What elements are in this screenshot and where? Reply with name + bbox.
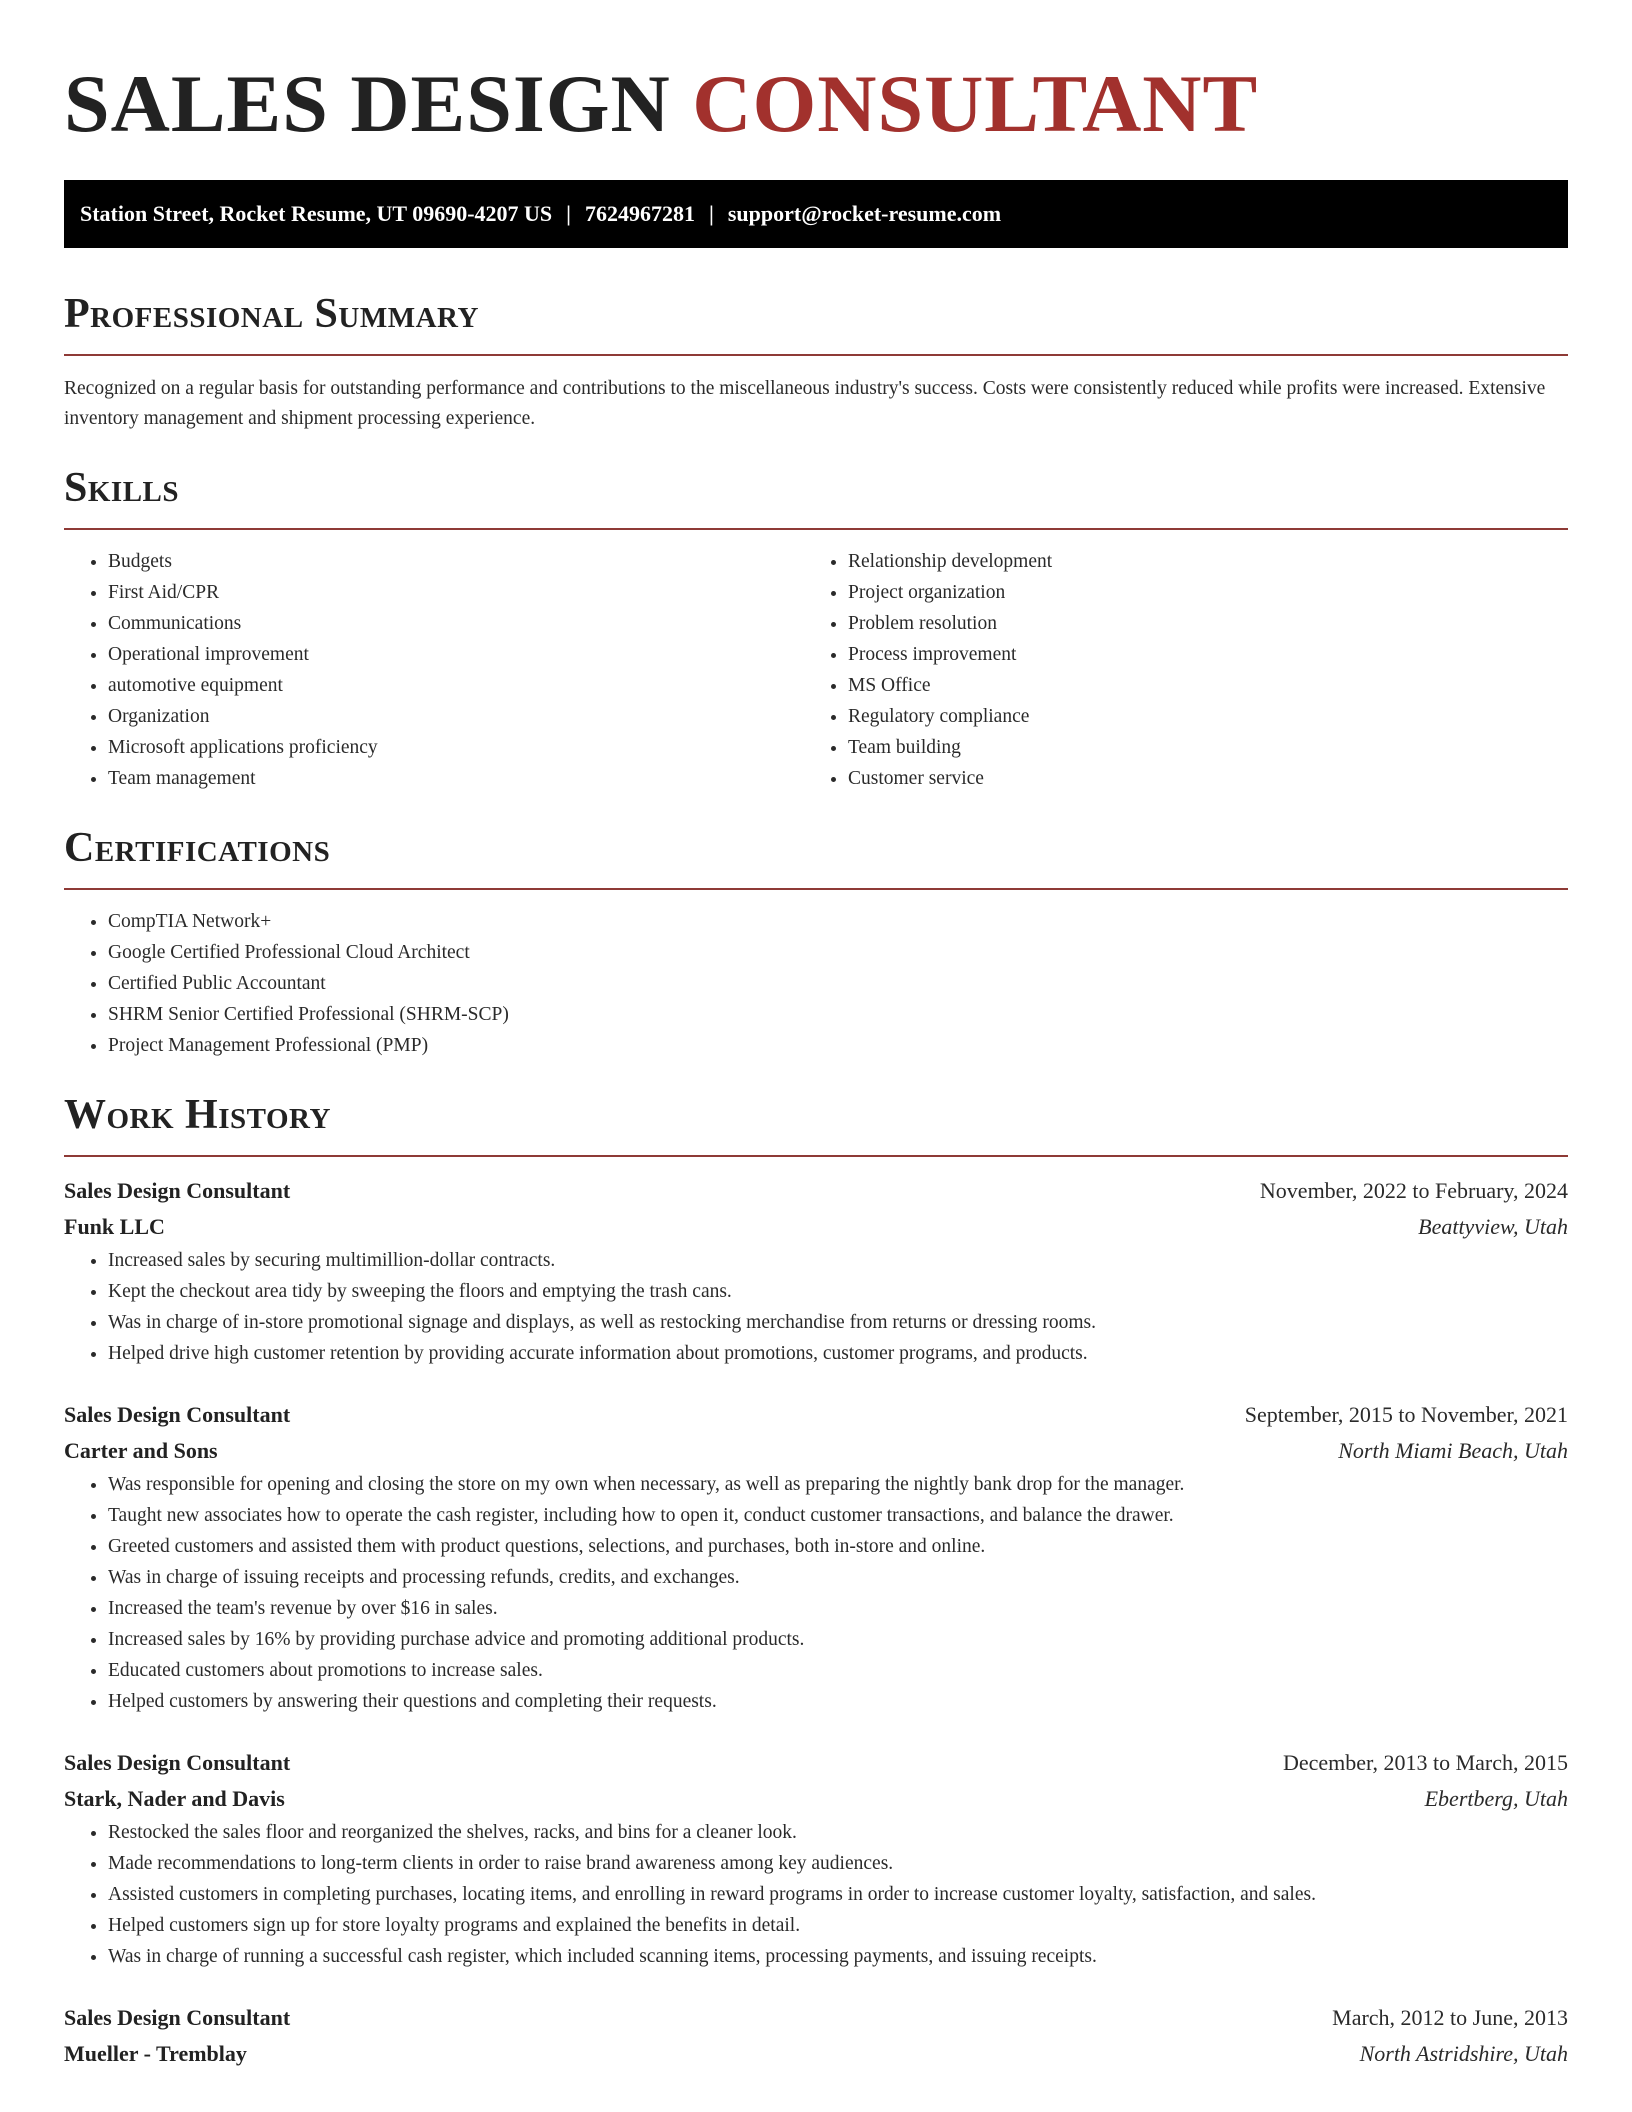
skill-item: • Team building	[848, 732, 1544, 763]
job-bullet: • Was in charge of in-store promotional signage and displays, as well as restocking merchandise from returns or dressing rooms.	[108, 1307, 1568, 1338]
job-dates: December, 2013 to March, 2015	[1282, 1750, 1568, 1775]
job-bullet: • Was responsible for opening and closing the store on my own when necessary, as well as preparing the nightly bank drop for the manager.	[108, 1469, 1568, 1500]
job-company-row	[64, 2036, 1568, 2072]
job-dates: November, 2022 to February, 2024	[1259, 1178, 1568, 1203]
job-company: Funk LLC	[64, 1214, 165, 1239]
job-bullet: • Helped customers by answering their questions and completing their requests.	[108, 1686, 1568, 1717]
job-company: Mueller - Tremblay	[64, 2041, 247, 2066]
job-bullet: • Taught new associates how to operate the cash register, including how to open it, conduct customer transactions, and balance the drawer.	[108, 1500, 1568, 1531]
section-divider	[64, 1155, 1568, 1157]
skill-item: • Customer service	[848, 763, 1544, 794]
job-header-row	[64, 2000, 1568, 2036]
skills-section	[64, 464, 1568, 794]
skills-right-column	[804, 546, 1544, 794]
certification-item: • CompTIA Network+	[108, 906, 1568, 937]
job-bullet-list	[64, 1469, 1568, 1717]
resume-page	[64, 0, 1568, 2072]
skill-item: • Microsoft applications proficiency	[108, 732, 804, 763]
skills-left-list	[64, 546, 804, 794]
job-company-row	[64, 1209, 1568, 1245]
skill-item: • Organization	[108, 701, 804, 732]
job-location: Beattyview, Utah	[1418, 1214, 1568, 1239]
job-bullet: • Restocked the sales floor and reorganized the shelves, racks, and bins for a cleaner look.	[108, 1817, 1568, 1848]
contact-email: support@rocket-resume.com	[727, 201, 1002, 226]
section-divider	[64, 528, 1568, 530]
skill-item: • Process improvement	[848, 639, 1544, 670]
job-entry	[64, 1397, 1568, 1717]
contact-phone: 7624967281	[585, 201, 696, 226]
job-header-row	[64, 1397, 1568, 1433]
job-bullet: • Increased the team's revenue by over $16 in sales.	[108, 1593, 1568, 1624]
job-entry	[64, 2000, 1568, 2072]
job-title: Sales Design Consultant	[64, 1402, 291, 1427]
job-header-row	[64, 1745, 1568, 1781]
job-bullet: • Increased sales by 16% by providing purchase advice and promoting additional products.	[108, 1624, 1568, 1655]
skill-item: • Relationship development	[848, 546, 1544, 577]
skill-item: • Budgets	[108, 546, 804, 577]
skill-item: • Operational improvement	[108, 639, 804, 670]
work-section	[64, 1091, 1568, 2072]
job-location: Ebertberg, Utah	[1424, 1786, 1568, 1811]
skills-columns	[64, 546, 1568, 794]
job-company: Stark, Nader and Davis	[64, 1786, 285, 1811]
section-divider	[64, 354, 1568, 356]
skills-right-list	[804, 546, 1544, 794]
job-bullet: • Helped drive high customer retention by providing accurate information about promotions, customer programs, and products.	[108, 1338, 1568, 1369]
certification-item: • Certified Public Accountant	[108, 968, 1568, 999]
job-bullet: • Educated customers about promotions to increase sales.	[108, 1655, 1568, 1686]
job-entry	[64, 1745, 1568, 1972]
skill-item: • automotive equipment	[108, 670, 804, 701]
summary-text: Recognized on a regular basis for outstanding performance and contributions to the miscellaneous industry's success. Costs were consistently reduced while profits were increased. Extensive inventory management and shipment processing experience.	[64, 378, 1546, 429]
job-bullet-list	[64, 1817, 1568, 1972]
job-title: Sales Design Consultant	[64, 2005, 291, 2030]
contact-separator: |	[709, 201, 714, 226]
skill-item: • Team management	[108, 763, 804, 794]
certification-item: • Google Certified Professional Cloud Architect	[108, 937, 1568, 968]
job-title: Sales Design Consultant	[64, 1750, 291, 1775]
certification-item: • Project Management Professional (PMP)	[108, 1030, 1568, 1061]
section-divider	[64, 888, 1568, 890]
summary-section	[64, 290, 1568, 434]
job-bullet: • Helped customers sign up for store loyalty programs and explained the benefits in detail.	[108, 1910, 1568, 1941]
certification-item: • SHRM Senior Certified Professional (SHRM-SCP)	[108, 999, 1568, 1030]
skill-item: • Regulatory compliance	[848, 701, 1544, 732]
skill-item: • Project organization	[848, 577, 1544, 608]
summary-heading: Professional Summary	[64, 291, 479, 337]
certifications-list	[64, 906, 1568, 1061]
job-bullet: • Made recommendations to long-term clients in order to raise brand awareness among key audiences.	[108, 1848, 1568, 1879]
skill-item: • First Aid/CPR	[108, 577, 804, 608]
job-company: Carter and Sons	[64, 1438, 218, 1463]
contact-address: Station Street, Rocket Resume, UT 09690-4207 US	[80, 201, 553, 226]
job-bullet-list	[64, 1245, 1568, 1369]
job-title: Sales Design Consultant	[64, 1178, 291, 1203]
contact-separator: |	[566, 201, 572, 226]
title-main: SALES DESIGN	[64, 58, 671, 149]
job-dates: March, 2012 to June, 2013	[1332, 2005, 1568, 2030]
job-bullet: • Was in charge of issuing receipts and processing refunds, credits, and exchanges.	[108, 1562, 1568, 1593]
resume-title	[64, 0, 1568, 152]
job-bullet: • Assisted customers in completing purchases, locating items, and enrolling in reward programs in order to increase customer loyalty, satisfaction, and sales.	[108, 1879, 1568, 1910]
job-company-row	[64, 1433, 1568, 1469]
contact-bar	[64, 180, 1568, 248]
job-entry	[64, 1173, 1568, 1369]
skills-heading: Skills	[64, 465, 180, 511]
title-accent: CONSULTANT	[692, 58, 1259, 149]
job-company-row	[64, 1781, 1568, 1817]
skill-item: • Problem resolution	[848, 608, 1544, 639]
job-bullet: • Greeted customers and assisted them with product questions, selections, and purchases, both in-store and online.	[108, 1531, 1568, 1562]
work-heading: Work History	[64, 1092, 331, 1138]
certifications-section	[64, 824, 1568, 1061]
jobs-list	[64, 1173, 1568, 2072]
skills-left-column	[64, 546, 804, 794]
job-dates: September, 2015 to November, 2021	[1244, 1402, 1568, 1427]
job-bullet: • Increased sales by securing multimillion-dollar contracts.	[108, 1245, 1568, 1276]
skill-item: • MS Office	[848, 670, 1544, 701]
job-location: North Astridshire, Utah	[1359, 2041, 1568, 2066]
job-bullet: • Was in charge of running a successful cash register, which included scanning items, processing payments, and issuing receipts.	[108, 1941, 1568, 1972]
job-bullet: • Kept the checkout area tidy by sweeping the floors and emptying the trash cans.	[108, 1276, 1568, 1307]
certifications-heading: Certifications	[64, 825, 331, 871]
job-location: North Miami Beach, Utah	[1338, 1438, 1568, 1463]
skill-item: • Communications	[108, 608, 804, 639]
job-header-row	[64, 1173, 1568, 1209]
